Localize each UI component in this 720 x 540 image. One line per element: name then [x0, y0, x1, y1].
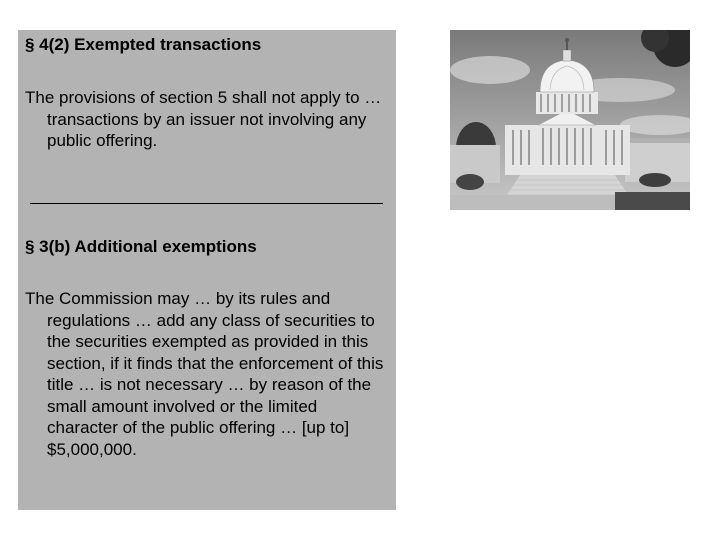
section-4-2-heading: § 4(2) Exempted transactions — [25, 35, 262, 54]
section-4-2-body: The provisions of section 5 shall not apply to … transactions by an issuer not involving any public offering. — [25, 88, 382, 150]
section-3b-body: The Commission may … by its rules and regulations … add any class of securities to the securities exempted as provided in this section, if it finds that the enforcement of this title … is not necessary … by reason of the small amount involved or the limited character of the public offering … [up to] $5,000,000. — [25, 289, 384, 459]
capitol-building-image — [450, 30, 690, 210]
section-3b-heading: § 3(b) Additional exemptions — [25, 237, 257, 256]
capitol-building-photo — [450, 30, 690, 210]
section-divider — [30, 203, 383, 204]
statute-text-panel — [18, 30, 396, 510]
